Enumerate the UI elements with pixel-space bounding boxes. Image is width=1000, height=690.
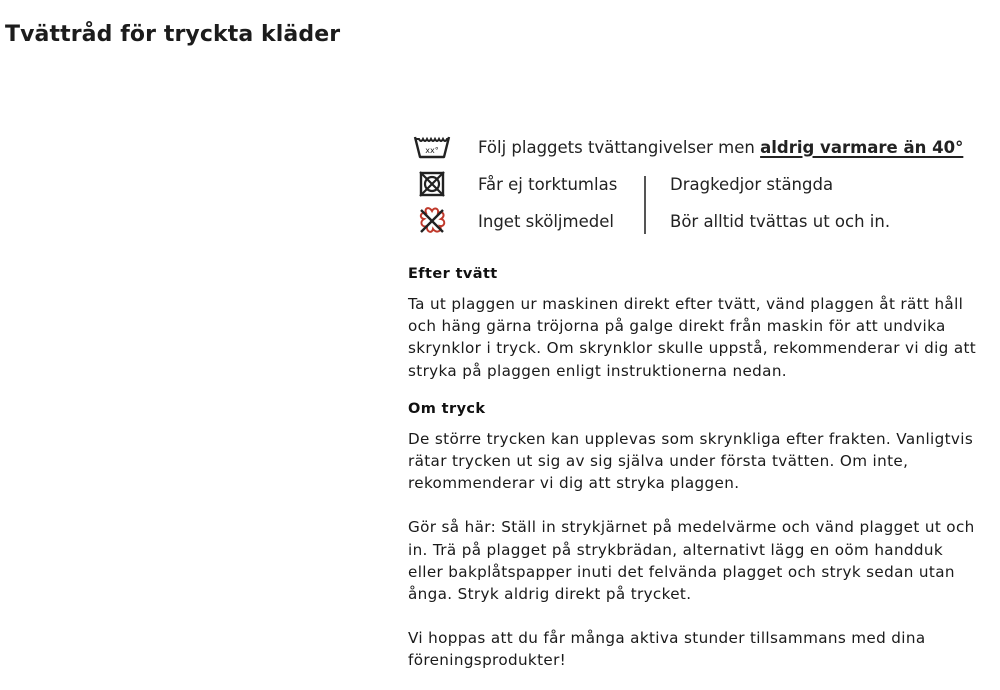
after-wash-heading: Efter tvätt	[408, 266, 498, 282]
no-tumble-dry-icon	[412, 167, 452, 201]
care-divider	[644, 176, 646, 234]
zippers-closed-text: Dragkedjor stängda	[670, 174, 834, 194]
wash-tub-icon	[412, 130, 452, 164]
care-article	[408, 266, 983, 672]
no-softener-text: Inget sköljmedel	[478, 211, 614, 231]
about-print-body: De större trycken kan upplevas som skrynkliga efter frakten. Vanligtvis rätar trycken ut sig av sig själva under första tvätten. Om inte, rekommenderar vi dig att stryka plaggen.	[408, 429, 974, 493]
page-title: Tvättråd för tryckta kläder	[5, 22, 341, 47]
no-tumble-dry-text: Får ej torktumlas	[478, 174, 618, 194]
svg-text:xx°: xx°	[425, 146, 439, 155]
wash-temperature-limit: aldrig varmare än 40°	[760, 137, 964, 157]
inside-out-text: Bör alltid tvättas ut och in.	[670, 211, 891, 231]
wash-instruction-text	[478, 138, 963, 157]
after-wash-body: Ta ut plaggen ur maskinen direkt efter tvätt, vänd plaggen åt rätt håll och häng gärna tröjorna på galge direkt från maskin för att undvika skrynklor i tryck. Om skrynklor skulle uppstå, rekommenderar vi dig att stryka på plaggen enligt instruktionerna nedan.	[408, 295, 977, 380]
ironing-instructions: Gör så här: Ställ in strykjärnet på medelvärme och vänd plagget ut och in. Trä på plagget på strykbrädan, alternativt lägg en oöm handduk eller bakplåtspapper inuti det felvända plagget och stryk sedan utan ånga. Stryk aldrig direkt på trycket.	[408, 518, 975, 604]
closing-message: Vi hoppas att du får många aktiva stunder tillsammans med dina föreningsprodukter!	[408, 629, 926, 670]
wash-instruction-prefix: Följ plaggets tvättangivelser men	[478, 137, 755, 157]
no-fabric-softener-icon	[412, 204, 452, 238]
about-print-heading: Om tryck	[408, 400, 486, 417]
